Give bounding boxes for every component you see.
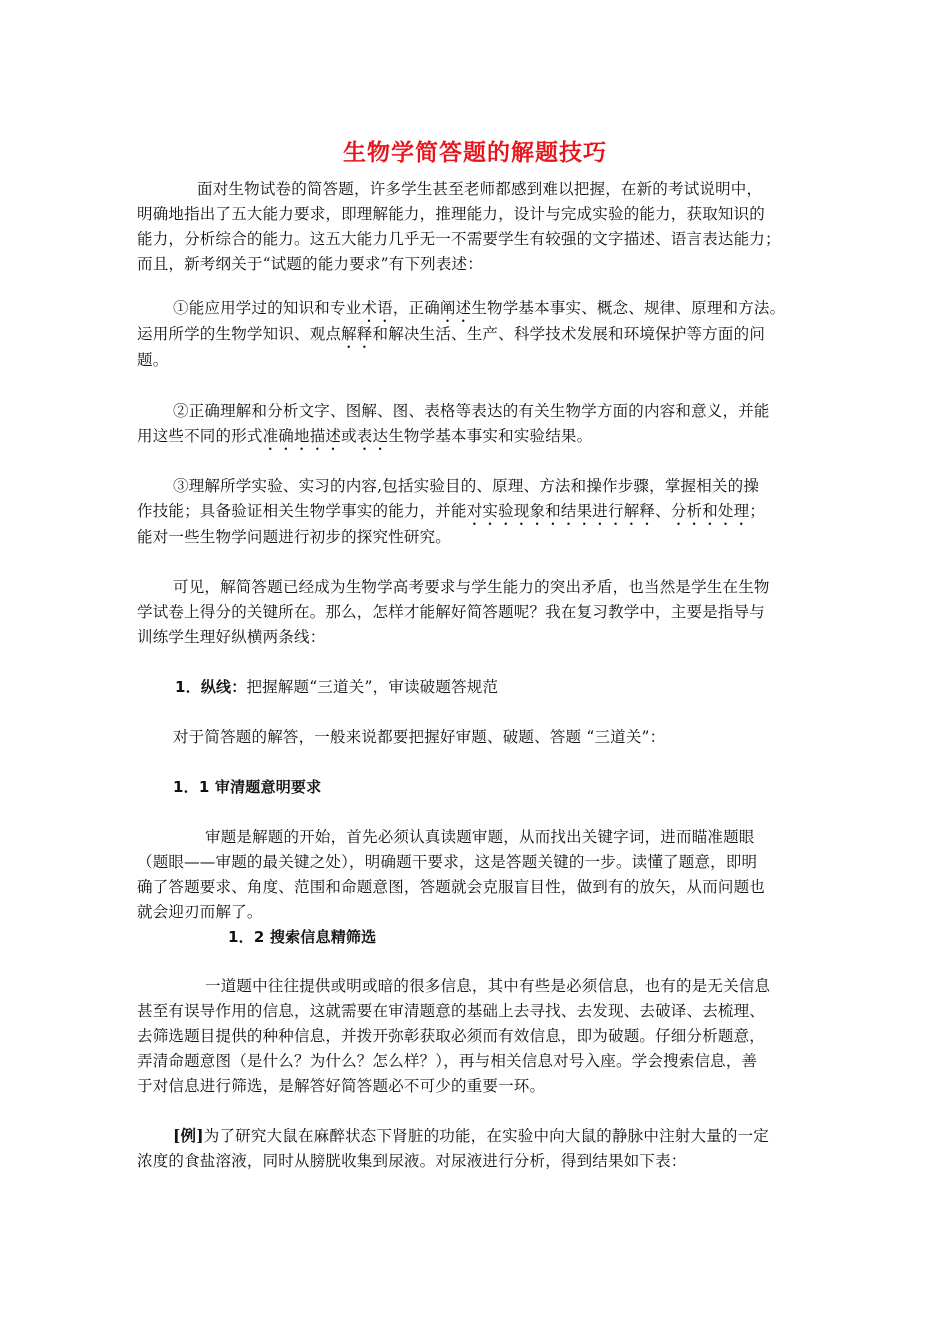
item1-text: ，正确 <box>392 299 440 317</box>
section11-heading: 1．1 审清题意明要求 <box>173 778 322 796</box>
document-title: 生物学简答题的解题技巧 <box>343 140 607 166</box>
item3-emphasis: 对实验现象和结果进行解释 <box>466 502 656 520</box>
conclusion-line-1: 可见，解简答题已经成为生物学高考要求与学生能力的突出矛盾，也当然是学生在生物 <box>173 578 770 596</box>
conclusion-line-3: 训练学生理好纵横两条线： <box>137 628 326 646</box>
section1-heading <box>175 677 498 697</box>
item3-text: ； <box>749 502 766 520</box>
item3-line-2 <box>137 501 765 529</box>
example-line-1 <box>173 1126 769 1146</box>
conclusion-line-2: 学试卷上得分的关键所在。那么，怎样才能解好简答题呢？我在复习教学中，主要是指导与 <box>137 603 766 621</box>
item1-line-3: 题。 <box>137 351 169 369</box>
item1-text: 和解决生活、生产、科学技术发展和环境保护等方面的问 <box>372 325 766 343</box>
section1-heading-text: 把握解题“三道关”，审读破题答规范 <box>246 678 499 696</box>
example-text: 为了研究大鼠在麻醉状态下肾脏的功能，在实验中向大鼠的静脉中注射大量的一定 <box>203 1127 769 1145</box>
item1-emphasis: 阐述 <box>439 299 472 317</box>
item3-line-1: ③理解所学实验、实习的内容,包括实验目的、原理、方法和操作步骤，掌握相关的操 <box>173 477 760 495</box>
section12-line-5: 于对信息进行筛选，是解答好简答题必不可少的重要一环。 <box>137 1077 546 1095</box>
example-tag: [例] <box>173 1126 204 1145</box>
intro-line-2: 明确地指出了五大能力要求，即理解能力，推理能力，设计与完成实验的能力，获取知识的 <box>137 205 766 223</box>
item3-line-3: 能对一些生物学问题进行初步的探究性研究。 <box>137 528 452 546</box>
section1-heading-label: 1．纵线： <box>175 678 247 696</box>
section12-line-2: 甚至有误导作用的信息，这就需要在审清题意的基础上去寻找、去发现、去破译、去梳理、 <box>137 1002 766 1020</box>
item2-line-1: ②正确理解和分析文字、图解、图、表格等表达的有关生物学方面的内容和意义，并能 <box>173 402 770 420</box>
item3-text: 、 <box>655 502 671 520</box>
item1-emphasis: 解释 <box>341 325 373 343</box>
item2-text: 或 <box>341 427 357 445</box>
intro-line-1: 面对生物试卷的简答题，许多学生甚至老师都感到难以把握，在新的考试说明中， <box>197 180 763 198</box>
section12-line-4: 弄清命题意图（是什么？为什么？怎么样？），再与相关信息对号入座。学会搜索信息，善 <box>137 1052 758 1070</box>
section11-line-3: 确了答题要求、角度、范围和命题意图，答题就会克服盲目性，做到有的放矢，从而问题也 <box>137 878 766 896</box>
section1-intro: 对于简答题的解答，一般来说都要把握好审题、破题、答题 “三道关”： <box>173 728 666 746</box>
item1-text: 运用所学的生物学知识、观点 <box>137 325 342 343</box>
item1-emphasis: 术语 <box>361 299 393 317</box>
example-line-2: 浓度的食盐溶液，同时从膀胱收集到尿液。对尿液进行分析，得到结果如下表： <box>137 1152 687 1170</box>
intro-line-4: 而且，新考纲关于“试题的能力要求”有下列表述： <box>137 255 483 273</box>
item2-text: 用这些不同的形式 <box>137 427 263 445</box>
item2-text: 生物学基本事实和实验结果。 <box>388 427 593 445</box>
section11-line-2: （题眼——审题的最关键之处），明确题干要求，这是答题关键的一步。读懂了题意，即明 <box>137 853 758 871</box>
section12-line-3: 去筛选题目提供的种种信息，并拨开弥彰获取必须而有效信息，即为破题。仔细分析题意， <box>137 1027 766 1045</box>
section12-line-1: 一道题中往往提供或明或暗的很多信息，其中有些是必须信息，也有的是无关信息 <box>205 977 771 995</box>
section11-line-1: 审题是解题的开始，首先必须认真读题审题，从而找出关键字词，进而瞄准题眼 <box>205 828 755 846</box>
item3-text: 作技能；具备验证相关生物学事实的能力，并能 <box>137 502 467 520</box>
section11-line-4: 就会迎刃而解了。 <box>137 903 263 921</box>
item1-line-2 <box>137 324 765 352</box>
item1-text: 生物学基本事实、概念、规律、原理和方法。 <box>471 299 786 317</box>
item2-emphasis: 准确地描述 <box>262 427 342 445</box>
item1-text: ①能应用学过的知识和专业 <box>173 299 362 317</box>
item1-line-1 <box>173 298 785 326</box>
item2-line-2 <box>137 426 592 454</box>
item2-emphasis: 表达 <box>356 427 389 445</box>
intro-line-3: 能力，分析综合的能力。这五大能力几乎无一不需要学生有较强的文字描述、语言表达能力； <box>137 230 781 248</box>
item3-emphasis: 分析和处理 <box>670 502 750 520</box>
section12-heading: 1．2 搜索信息精筛选 <box>228 928 377 946</box>
